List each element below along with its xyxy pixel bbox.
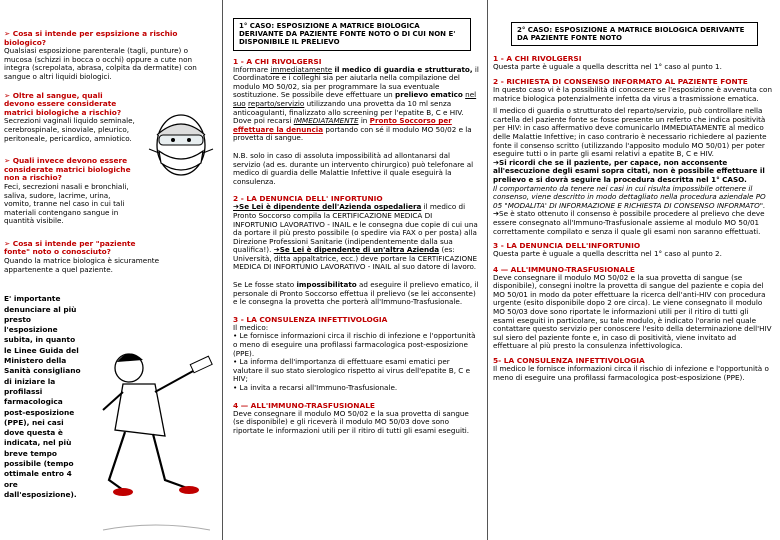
case-1-section-1-text bbox=[233, 66, 479, 143]
text-fragment: IMMEDIATAMENTE bbox=[293, 116, 359, 126]
answer-2: Secrezioni vaginali liquido seminale, cerebrospinale, sinoviale, pleurico, peritoneale, pericardico, amniotico. bbox=[4, 116, 135, 143]
text-fragment: il Coordinatore e i colleghi sia per aiutarla nella compilazione del modulo MO 50/02, sia per programmare la sua eventuale sostituzione. bbox=[233, 64, 479, 100]
text-fragment: utilizzando una provetta da 10 ml senza anticoagulanti, finalizzato allo screening per l'epatite B, C e HIV. bbox=[233, 98, 464, 117]
case-2-section-3-text: Questa parte è uguale a quella descritta nel 1° caso al punto 2. bbox=[493, 249, 722, 259]
case-1-section-3-bullet-2: • La informa dell'importanza di effettuare esami ematici per valutare il suo stato sierologico rispetto ai virus dell'epatite B, C e HIV; bbox=[233, 357, 470, 384]
case-2-section-2-text-b: Il medico di guardia o strutturato del reparto/servizio, può controllare nella cartella del paziente fonte se fosse presente un referto che indica positività per HIV: in caso affermativo deve comunicarlo IMMEDIATAMENTE al medico delle Malattie Infettive; in caso contrario è necessario richiedere al paziente fonte il consenso scritto (utilizzando l'apposito modulo MO 50/01) per poter eseguire tutti o in parte gli esami relativi a epatite B, C e HIV. bbox=[493, 106, 767, 159]
case-2-section-2-text: In questo caso vi è la possibilità di conoscere se l'esposizione è avvenuta con matrice biologica potenzialmente infetta da virus a trasmissione ematica. bbox=[493, 85, 773, 103]
running-doctor-illustration bbox=[95, 340, 217, 535]
text-fragment: Dove poi recarsi bbox=[233, 116, 292, 126]
case-1-section-4-heading: 4 — ALL'IMMUNO-TRASFUSIONALE bbox=[233, 400, 375, 410]
text-fragment: portando con sé il modulo MO 50/02 e la provetta di sangue. bbox=[233, 124, 472, 143]
question-4: ➢ Cosa si intende per "paziente fonte" noto o conosciuto? bbox=[4, 238, 136, 257]
text-fragment: il medico di guardia e strutturato, bbox=[334, 64, 473, 74]
case-2-section-5-heading: 5- LA CONSULENZA INFETTIVOLOGIA bbox=[493, 356, 645, 366]
case-1-section-3-bullet-3: • La invita a recarsi all'Immuno-Trasfusionale. bbox=[233, 383, 398, 393]
case-1-title-box: 1° CASO: ESPOSIZIONE A MATRICE BIOLOGICA DERIVANTE DA PAZIENTE FONTE NOTO O DI CUI NON E' DISPONIBILE IL PRELIEVO bbox=[233, 18, 471, 51]
case-2-section-2-text-d: Il comportamento da tenere nei casi in cui risulta impossibile ottenere il consenso, viene descritto in modo dettagliato nella procedura aziendale PO 05 "MODALITA' DI INFORMAZIONE E RICHIESTA DI CONSENSO INFORMATO". bbox=[493, 183, 766, 210]
answer-1: Qualsiasi esposizione parenterale (tagli, punture) o mucosa (schizzi in bocca o occhi) oppure a cute non integra (screpolata, abrasa, colpita da dermatite) con sangue o altri liquidi biologici. bbox=[4, 46, 197, 81]
case-1-section-3-bullet-1: • Le fornisce informazioni circa il rischio di infezione e l'opportunità o meno di eseguire una profilassi farmacologica post-esposizione (PPE). bbox=[233, 331, 476, 358]
answer-4: Quando la matrice biologica è sicuramente appartenente a quel paziente. bbox=[4, 256, 160, 274]
text-fragment: immediatamente bbox=[270, 64, 333, 74]
question-3: ➢ Quali invece devono essere considerate matrici biologiche non a rischio? bbox=[4, 156, 131, 183]
text-fragment: in bbox=[360, 116, 368, 126]
text-fragment: Pronto Soccorso per effettuare la denuncia bbox=[233, 116, 452, 134]
case-1-section-1-heading: 1 - A CHI RIVOLGERSI bbox=[233, 56, 322, 66]
column-case-1 bbox=[225, 0, 485, 540]
column-case-2 bbox=[489, 0, 780, 540]
case-1-section-3-heading: 3 - LA CONSULENZA INFETTIVOLOGIA bbox=[233, 314, 388, 324]
text-fragment: il medico di Pronto Soccorso compila la CERTIFICAZIONE MEDICA DI INFORTUNIO LAVORATIVO - INAIL e le consegna due copie di cui una da portare il più presto possibile (o spedire via FAX o per posta) alla Direzione Professioni Sanitarie (indipendentemente dalla sua qualifica!). bbox=[233, 202, 478, 255]
text-fragment: (es: Università, ditta appaltatrice, ecc.) deve portare la CERTIFICAZIONE MEDICA DI INFORTUNIO LAVORATIVO - INAIL al suo datore di lavoro. bbox=[233, 245, 478, 272]
case-2-section-2-heading: 2 - RICHIESTA DI CONSENSO INFORMATO AL PAZIENTE FONTE bbox=[493, 77, 748, 86]
case-2-section-5-text: Il medico le fornisce informazioni circa il rischio di infezione e l'opportunità o meno di eseguire una profilassi farmacologica post-esposizione (PPE). bbox=[493, 364, 769, 382]
case-2-section-4-text: Deve consegnare il modulo MO 50/02 e la sua provetta di sangue (se disponibile), consegni inoltre la provetta di sangue del paziente e copia del MO 50/01 in modo da poter effettuare la ricerca dell'anti-HIV con procedura urgente (esito disponibile dopo 2 ore circa). Le viene consegnato il modulo MO 50/03 dove sono riportate le informazioni utili per il ritiro di tutti gli esami eseguiti in particolare, su tale modulo, è indicato l'orario nel quale contattare questo servizio per conoscere l'esito della determinazione dell'HIV sul siero del paziente fonte e, in caso di positività, viene invitato ad effettuare al più presto la consulenza infettivologica. bbox=[493, 272, 772, 351]
case-2-section-1-heading: 1 - A CHI RIVOLGERSI bbox=[493, 54, 582, 64]
text-fragment: ad eseguire il prelievo ematico, il personale di Pronto Soccorso effettua il prelievo (se lei acconsente) e le consegna la provetta che porterà all'Immuno-Trasfusionale. bbox=[233, 280, 479, 307]
text-fragment: impossibilitato bbox=[296, 280, 357, 290]
case-2-section-2-text-e: ➔Se è stato ottenuto il consenso è possibile procedere al prelievo che deve essere consegnato all'Immuno-Trasfusionale assieme al modulo MO 50/01 correttamente compilato e senza il quale gli esami non saranno effettuati. bbox=[493, 209, 765, 236]
text-fragment: reparto/servizio bbox=[248, 98, 305, 108]
text-fragment: ➔Se Lei è dipendente dell'Azienda ospedaliera bbox=[233, 202, 422, 212]
case-2-section-2-text-c: ➔Si ricordi che se il paziente, per capace, non acconsente all'esecuzione degli esami sopra citati, non è possibile effettuare il prelievo e si dovrà seguire la procedura descritta nel 1° CASO. bbox=[493, 157, 765, 184]
case-1-section-2-text bbox=[233, 203, 479, 272]
answer-3: Feci, secrezioni nasali e bronchiali, saliva, sudore, lacrime, urina, vomito, tranne nel caso in cui tali materiali contengano sangue in quantità visibile. bbox=[4, 181, 129, 226]
text-fragment: Se Le fosse stato bbox=[233, 280, 295, 290]
text-fragment: nel suo bbox=[233, 90, 477, 108]
question-2: ➢ Oltre al sangue, quali devono essere considerate matrici biologiche a rischio? bbox=[4, 90, 122, 117]
case-2-title-box: 2° CASO: ESPOSIZIONE A MATRICE BIOLOGICA DERIVANTE DA PAZIENTE FONTE NOTO bbox=[511, 22, 758, 46]
text-fragment: Se possibile deve effettuare un bbox=[280, 90, 393, 100]
masked-face-illustration bbox=[145, 105, 217, 185]
important-note: E' importante denunciare al più presto l'esposizione subita, in quanto le Linee Guida del Ministero della Sanità consigliano di iniziare la profilassi farmacologica post-esposizione (PPE), nei casi dove questa è indicata, nel più breve tempo possibile (tempo ottimale entro 4 ore dall'esposizione). bbox=[4, 294, 81, 499]
case-1-section-4-text: Deve consegnare il modulo MO 50/02 e la sua provetta di sangue (se disponibile) e gli riceverà il modulo MO 50/03 dove sono riportate le informazioni utili per il ritiro di tutti gli esami eseguiti. bbox=[233, 408, 470, 435]
case-1-section-2-note bbox=[233, 281, 479, 307]
column-divider-1 bbox=[222, 0, 223, 540]
text-fragment: Informare bbox=[233, 64, 269, 74]
case-2-section-3-heading: 3 - LA DENUNCIA DELL'INFORTUNIO bbox=[493, 241, 641, 251]
case-1-section-3-intro: Il medico: bbox=[233, 322, 269, 332]
case-2-section-4-heading: 4 — ALL'IMMUNO-TRASFUSIONALE bbox=[493, 264, 635, 274]
case-1-nb: N.B. solo in caso di assoluta impossibilità ad allontanarsi dal servizio (ad es. durante un intervento chirurgico) può telefonare al medico di guardia delle Malattie Infettive il quale eseguirà la consulenza. bbox=[233, 150, 474, 186]
case-1-section-2-heading: 2 - LA DENUNCIA DELL' INFORTUNIO bbox=[233, 194, 383, 204]
text-fragment: prelievo ematico bbox=[395, 90, 463, 100]
text-fragment: ➔Se Lei è dipendente di un'altra Azienda bbox=[273, 245, 440, 255]
question-1: ➢ Cosa si intende per espsizione a rischio biologico? bbox=[4, 29, 178, 47]
case-2-section-1-text: Questa parte è uguale a quella descritta nel 1° caso al punto 1. bbox=[493, 62, 722, 72]
column-divider-2 bbox=[487, 0, 488, 540]
